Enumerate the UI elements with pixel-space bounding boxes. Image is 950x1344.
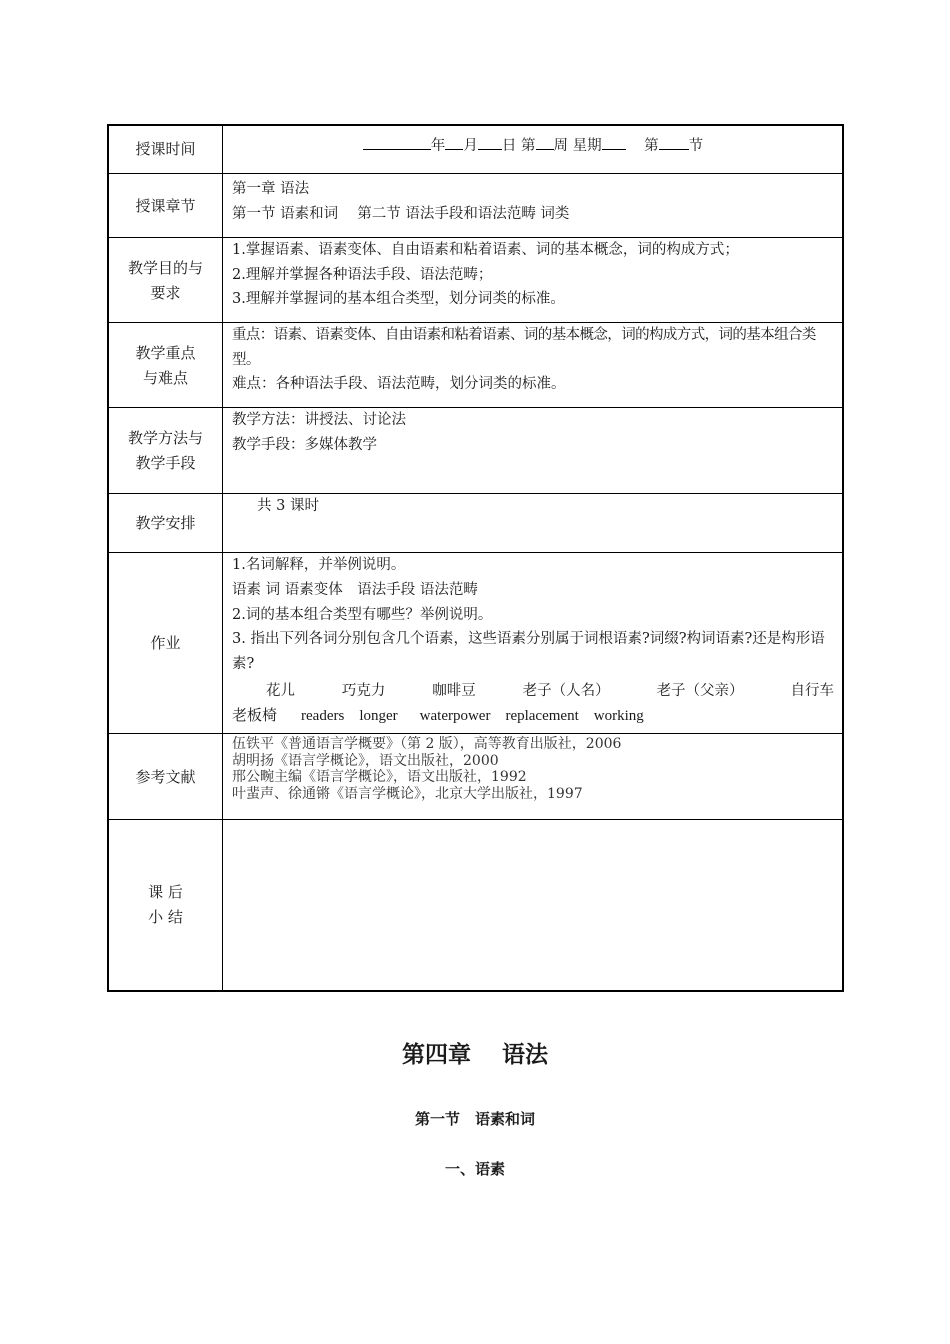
label-methods: 教学方法与 教学手段 [109,408,223,494]
row-chapter [109,173,842,238]
homework-examples [232,677,834,704]
class-time-content [223,126,842,173]
label-references: 参考文献 [109,734,223,820]
methods-content [223,408,842,494]
reference-item: 胡明扬《语言学概论》，语文出版社，2000 [232,752,499,769]
label-keypoints: 教学重点 与难点 [109,323,223,408]
reference-item: 邢公畹主编《语言学概论》，语文出版社，1992 [232,769,527,785]
week-blank [536,134,554,150]
schedule-content [223,494,842,553]
homework-q2: 2.词的基本组合类型有哪些？举例说明。 [232,606,493,623]
day-blank [478,134,502,150]
row-objectives [109,237,842,323]
example-word: 老子（人名） [522,682,610,699]
homework-q1-terms: 语素 词 语素变体 语法手段 语法范畴 [232,581,478,598]
example-word: 老板椅 [232,707,278,724]
example-word: working [593,707,644,724]
row-references [109,733,842,820]
homework-examples-2 [232,704,834,729]
difficulty-text: 难点：各种语法手段、语法范畴，划分词类的标准。 [232,376,566,392]
objective-item: 1.掌握语素、语素变体、自由语素和粘着语素、词的基本概念，词的构成方式； [232,242,739,258]
label-summary: 课 后 小 结 [109,820,223,990]
row-keypoints [109,322,842,408]
summary-content[interactable] [223,820,842,990]
row-methods [109,407,842,494]
label-schedule: 教学安排 [109,494,223,553]
subsection-title: 一、语素 [444,1160,505,1178]
teaching-means: 教学手段：多媒体教学 [232,436,377,453]
chapter-title: 第四章 语法 [401,1042,548,1068]
key-points-text: 重点：语素、语素变体、自由语素和粘着语素、词的基本概念，词的构成方式，词的基本组合类型。 [232,327,816,368]
objective-item: 3.理解并掌握词的基本组合类型，划分词类的标准。 [232,291,565,307]
label-objectives: 教学目的与 要求 [109,238,223,323]
schedule-hours: 共 3 课时 [257,498,319,514]
teaching-method: 教学方法：讲授法、讨论法 [232,412,406,428]
example-word: 花儿 [266,682,295,699]
weekday-blank [602,134,626,150]
period-blank [659,134,689,150]
label-class-time: 授课时间 [109,126,223,173]
label-homework: 作业 [109,553,223,734]
chapter-content [223,174,842,238]
example-word: 巧克力 [341,682,386,699]
section-line: 第一节 语素和词 第二节 语法手段和语法范畴 词类 [232,205,570,222]
lesson-plan-table [107,124,844,992]
section-title: 第一节 语素和词 [414,1110,535,1128]
row-homework [109,552,842,734]
reference-item: 伍铁平《普通语言学概要》（第 2 版），高等教育出版社，2006 [232,736,622,752]
homework-content [223,553,842,734]
reference-item: 叶蜚声、徐通锵《语言学概论》，北京大学出版社，1997 [232,785,583,802]
example-word: 咖啡豆 [432,682,476,699]
date-line: 年 月 日 第 周 星期 第 节 [232,128,834,159]
label-chapter: 授课章节 [109,174,223,238]
row-summary [109,819,842,990]
example-word: 老子（父亲） [656,682,744,699]
year-blank [363,134,431,150]
example-word: 自行车 [790,682,834,699]
example-word: waterpower [419,707,491,724]
homework-q1: 1.名词解释，并举例说明。 [232,557,406,573]
row-class-time [109,126,842,173]
objectives-content [223,238,842,323]
references-content [223,734,842,820]
homework-q3: 3. 指出下列各词分别包含几个语素，这些语素分别属于词根语素?词缀?构词语素?还是构形语素? [232,631,825,673]
example-word: readers [301,707,345,724]
chapter-line: 第一章 语法 [232,181,310,197]
month-blank [445,134,463,150]
objective-item: 2.理解并掌握各种语法手段、语法范畴； [232,266,493,283]
example-word: longer [359,707,398,724]
keypoints-content [223,323,842,408]
row-schedule [109,493,842,553]
example-word: replacement [505,707,579,724]
